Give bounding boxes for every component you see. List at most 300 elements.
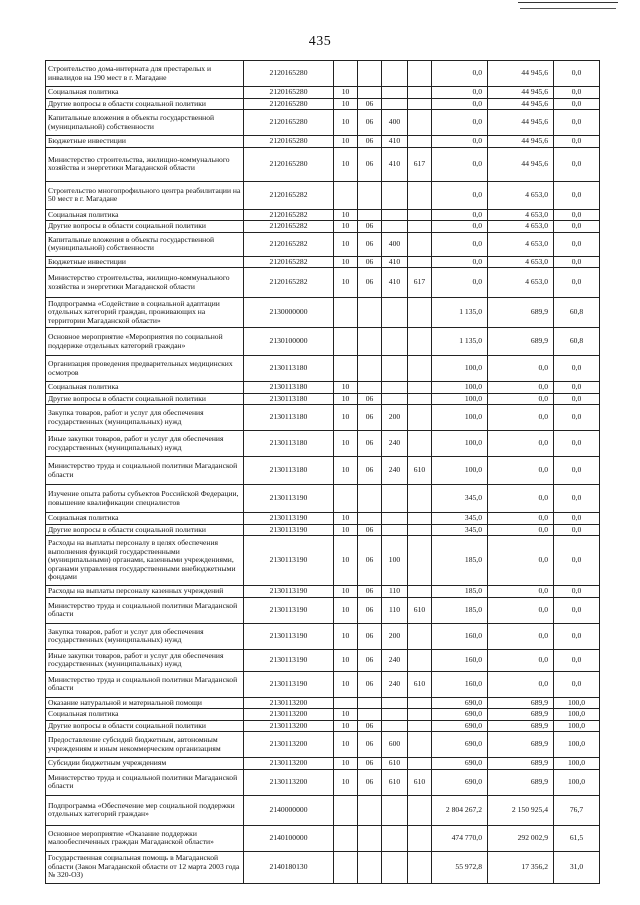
table-row — [46, 393, 600, 405]
row-name: Другие вопросы в области социальной политики — [46, 98, 244, 110]
row-expense-type: 240 — [382, 457, 408, 485]
row-planned: 690,0 — [432, 720, 488, 732]
row-planned: 100,0 — [432, 405, 488, 431]
row-ministry — [408, 382, 432, 394]
row-subsection: 06 — [358, 671, 382, 697]
row-name: Министерство строительства, жилищно-коммунального хозяйства и энергетики Магаданской области — [46, 147, 244, 181]
row-ministry — [408, 431, 432, 457]
row-section — [334, 795, 358, 825]
row-name: Министерство строительства, жилищно-коммунального хозяйства и энергетики Магаданской области — [46, 268, 244, 298]
row-planned: 0,0 — [432, 232, 488, 256]
row-executed: 0,0 — [488, 393, 554, 405]
row-executed: 44 945,6 — [488, 98, 554, 110]
row-subsection: 06 — [358, 268, 382, 298]
row-expense-type: 610 — [382, 769, 408, 795]
row-section — [334, 61, 358, 87]
table-row — [46, 758, 600, 770]
row-name: Подпрограмма «Содействие в социальной адаптации отдельных категорий граждан, проживающих на территории Магаданской области» — [46, 298, 244, 328]
row-executed: 44 945,6 — [488, 147, 554, 181]
row-code: 2130113180 — [244, 382, 334, 394]
row-ministry — [408, 513, 432, 525]
row-percent: 100,0 — [554, 769, 600, 795]
row-section: 10 — [334, 536, 358, 586]
row-section: 10 — [334, 649, 358, 671]
row-section: 10 — [334, 431, 358, 457]
row-planned: 2 804 267,2 — [432, 795, 488, 825]
row-executed: 0,0 — [488, 405, 554, 431]
row-code: 2130113200 — [244, 720, 334, 732]
row-executed: 0,0 — [488, 356, 554, 382]
row-executed: 689,9 — [488, 769, 554, 795]
row-expense-type — [382, 697, 408, 709]
row-planned: 0,0 — [432, 87, 488, 99]
row-expense-type: 100 — [382, 536, 408, 586]
row-expense-type — [382, 87, 408, 99]
row-name: Министерство труда и социальной политики Магаданской области — [46, 769, 244, 795]
row-code: 2130000000 — [244, 298, 334, 328]
row-executed: 17 356,2 — [488, 851, 554, 883]
row-executed: 2 150 925,4 — [488, 795, 554, 825]
row-ministry — [408, 298, 432, 328]
row-planned: 100,0 — [432, 431, 488, 457]
row-executed: 689,9 — [488, 720, 554, 732]
table-row — [46, 382, 600, 394]
row-planned: 1 135,0 — [432, 328, 488, 356]
row-ministry — [408, 181, 432, 209]
row-code: 2120165280 — [244, 87, 334, 99]
table-row — [46, 769, 600, 795]
row-code: 2120165280 — [244, 147, 334, 181]
row-expense-type — [382, 181, 408, 209]
row-planned: 345,0 — [432, 485, 488, 513]
row-planned: 0,0 — [432, 181, 488, 209]
row-subsection: 06 — [358, 732, 382, 758]
row-expense-type — [382, 720, 408, 732]
table-row — [46, 232, 600, 256]
row-name: Закупка товаров, работ и услуг для обеспечения государственных (муниципальных) нужд — [46, 405, 244, 431]
row-expense-type — [382, 328, 408, 356]
row-ministry — [408, 98, 432, 110]
row-executed: 4 653,0 — [488, 268, 554, 298]
row-name: Министерство труда и социальной политики Магаданской области — [46, 671, 244, 697]
row-section: 10 — [334, 136, 358, 148]
row-code: 2120165282 — [244, 221, 334, 233]
row-percent: 0,0 — [554, 98, 600, 110]
table-row — [46, 586, 600, 598]
row-subsection — [358, 298, 382, 328]
row-executed: 44 945,6 — [488, 110, 554, 136]
row-section: 10 — [334, 268, 358, 298]
table-row — [46, 61, 600, 87]
row-executed: 292 002,9 — [488, 825, 554, 851]
row-code: 2130113200 — [244, 709, 334, 721]
table-row — [46, 98, 600, 110]
row-percent: 0,0 — [554, 586, 600, 598]
table-row — [46, 221, 600, 233]
row-planned: 0,0 — [432, 98, 488, 110]
row-section: 10 — [334, 147, 358, 181]
row-code: 2120165282 — [244, 209, 334, 221]
table-row — [46, 209, 600, 221]
row-expense-type: 410 — [382, 136, 408, 148]
row-planned: 0,0 — [432, 110, 488, 136]
row-planned: 690,0 — [432, 758, 488, 770]
row-name: Бюджетные инвестиции — [46, 256, 244, 268]
row-code: 2120165280 — [244, 61, 334, 87]
row-planned: 100,0 — [432, 382, 488, 394]
row-name: Закупка товаров, работ и услуг для обеспечения государственных (муниципальных) нужд — [46, 623, 244, 649]
row-section — [334, 181, 358, 209]
table-body — [46, 61, 600, 884]
row-expense-type: 240 — [382, 671, 408, 697]
row-planned: 100,0 — [432, 457, 488, 485]
row-section — [334, 298, 358, 328]
row-planned: 1 135,0 — [432, 298, 488, 328]
row-code: 2120165280 — [244, 136, 334, 148]
row-name: Строительство дома-интерната для престарелых и инвалидов на 190 мест в г. Магадане — [46, 61, 244, 87]
row-ministry — [408, 393, 432, 405]
row-planned: 160,0 — [432, 649, 488, 671]
row-expense-type — [382, 524, 408, 536]
row-percent: 76,7 — [554, 795, 600, 825]
row-expense-type: 240 — [382, 431, 408, 457]
row-percent: 0,0 — [554, 597, 600, 623]
row-subsection: 06 — [358, 405, 382, 431]
row-expense-type: 410 — [382, 147, 408, 181]
row-name: Организация проведения предварительных медицинских осмотров — [46, 356, 244, 382]
row-ministry — [408, 61, 432, 87]
row-code: 2140180130 — [244, 851, 334, 883]
row-section: 10 — [334, 769, 358, 795]
row-planned: 345,0 — [432, 524, 488, 536]
row-section: 10 — [334, 586, 358, 598]
row-executed: 0,0 — [488, 431, 554, 457]
row-code: 2130113180 — [244, 356, 334, 382]
row-executed: 0,0 — [488, 671, 554, 697]
row-executed: 689,9 — [488, 298, 554, 328]
row-name: Расходы на выплаты персоналу в целях обеспечения выполнения функций государственными (муниципальными) органами, казенными учреждениями, органами управления государственными внебюджетными фондами — [46, 536, 244, 586]
row-section: 10 — [334, 405, 358, 431]
row-expense-type — [382, 356, 408, 382]
row-percent: 0,0 — [554, 61, 600, 87]
row-ministry — [408, 586, 432, 598]
row-expense-type: 410 — [382, 268, 408, 298]
row-subsection: 06 — [358, 136, 382, 148]
row-code: 2130113200 — [244, 732, 334, 758]
row-name: Другие вопросы в области социальной политики — [46, 524, 244, 536]
row-ministry — [408, 825, 432, 851]
row-planned: 0,0 — [432, 147, 488, 181]
row-subsection: 06 — [358, 524, 382, 536]
row-code: 2130113200 — [244, 758, 334, 770]
row-expense-type: 400 — [382, 232, 408, 256]
row-ministry — [408, 356, 432, 382]
row-ministry — [408, 209, 432, 221]
row-name: Иные закупки товаров, работ и услуг для обеспечения государственных (муниципальных) нужд — [46, 431, 244, 457]
row-code: 2120165282 — [244, 256, 334, 268]
row-subsection — [358, 697, 382, 709]
row-subsection — [358, 356, 382, 382]
table-row — [46, 268, 600, 298]
row-expense-type: 200 — [382, 405, 408, 431]
top-rule — [518, 2, 618, 3]
row-code: 2140000000 — [244, 795, 334, 825]
row-code: 2130100000 — [244, 328, 334, 356]
row-subsection — [358, 61, 382, 87]
row-planned: 55 972,8 — [432, 851, 488, 883]
row-code: 2130113190 — [244, 671, 334, 697]
row-ministry: 617 — [408, 268, 432, 298]
row-name: Основное мероприятие «Мероприятия по социальной поддержке отдельных категорий граждан» — [46, 328, 244, 356]
row-percent: 61,5 — [554, 825, 600, 851]
row-name: Государственная социальная помощь в Магаданской области (Закон Магаданской области от 12 марта 2003 года № 320-ОЗ) — [46, 851, 244, 883]
row-section: 10 — [334, 393, 358, 405]
row-expense-type: 410 — [382, 256, 408, 268]
row-planned: 160,0 — [432, 623, 488, 649]
row-executed: 4 653,0 — [488, 209, 554, 221]
row-ministry — [408, 697, 432, 709]
row-percent: 0,0 — [554, 87, 600, 99]
row-ministry — [408, 795, 432, 825]
row-executed: 44 945,6 — [488, 61, 554, 87]
row-planned: 0,0 — [432, 209, 488, 221]
row-code: 2130113180 — [244, 431, 334, 457]
row-subsection: 06 — [358, 769, 382, 795]
row-ministry — [408, 720, 432, 732]
table-row — [46, 87, 600, 99]
row-name: Социальная политика — [46, 87, 244, 99]
row-subsection — [358, 87, 382, 99]
row-expense-type: 110 — [382, 597, 408, 623]
row-percent: 0,0 — [554, 671, 600, 697]
row-executed: 44 945,6 — [488, 136, 554, 148]
row-percent: 0,0 — [554, 382, 600, 394]
row-ministry — [408, 232, 432, 256]
row-ministry — [408, 649, 432, 671]
row-executed: 689,9 — [488, 328, 554, 356]
row-percent: 0,0 — [554, 209, 600, 221]
row-expense-type — [382, 851, 408, 883]
page-number: 435 — [308, 34, 332, 49]
row-ministry — [408, 328, 432, 356]
row-code: 2120165282 — [244, 181, 334, 209]
row-percent: 0,0 — [554, 431, 600, 457]
row-section: 10 — [334, 709, 358, 721]
row-planned: 185,0 — [432, 536, 488, 586]
row-percent: 0,0 — [554, 221, 600, 233]
row-planned: 160,0 — [432, 671, 488, 697]
row-planned: 474 770,0 — [432, 825, 488, 851]
row-section — [334, 697, 358, 709]
row-code: 2140100000 — [244, 825, 334, 851]
row-executed: 0,0 — [488, 623, 554, 649]
row-code: 2120165280 — [244, 98, 334, 110]
row-percent: 0,0 — [554, 232, 600, 256]
row-ministry — [408, 851, 432, 883]
row-planned: 0,0 — [432, 221, 488, 233]
row-percent: 0,0 — [554, 649, 600, 671]
row-section: 10 — [334, 513, 358, 525]
row-name: Предоставление субсидий бюджетным, автономным учреждениям и иным некоммерческим организациям — [46, 732, 244, 758]
row-ministry — [408, 87, 432, 99]
row-expense-type — [382, 709, 408, 721]
row-code: 2130113190 — [244, 485, 334, 513]
row-expense-type — [382, 825, 408, 851]
table-row — [46, 697, 600, 709]
row-ministry: 610 — [408, 769, 432, 795]
row-subsection — [358, 825, 382, 851]
row-name: Капитальные вложения в объекты государственной (муниципальной) собственности — [46, 110, 244, 136]
row-executed: 689,9 — [488, 697, 554, 709]
row-section: 10 — [334, 110, 358, 136]
table-row — [46, 524, 600, 536]
row-executed: 4 653,0 — [488, 181, 554, 209]
row-code: 2130113190 — [244, 586, 334, 598]
row-subsection: 06 — [358, 110, 382, 136]
row-planned: 185,0 — [432, 586, 488, 598]
row-name: Министерство труда и социальной политики Магаданской области — [46, 597, 244, 623]
row-subsection: 06 — [358, 221, 382, 233]
row-name: Социальная политика — [46, 382, 244, 394]
row-executed: 0,0 — [488, 536, 554, 586]
row-percent: 100,0 — [554, 720, 600, 732]
table-row — [46, 851, 600, 883]
row-executed: 689,9 — [488, 758, 554, 770]
row-expense-type — [382, 485, 408, 513]
row-percent: 60,8 — [554, 328, 600, 356]
row-code: 2120165282 — [244, 232, 334, 256]
row-name: Изучение опыта работы субъектов Российской Федерации, повышение квалификации специалистов — [46, 485, 244, 513]
row-section — [334, 485, 358, 513]
row-code: 2120165280 — [244, 110, 334, 136]
row-name: Другие вопросы в области социальной политики — [46, 393, 244, 405]
row-section: 10 — [334, 671, 358, 697]
table-row — [46, 825, 600, 851]
row-section: 10 — [334, 457, 358, 485]
row-executed: 4 653,0 — [488, 256, 554, 268]
row-subsection: 06 — [358, 98, 382, 110]
row-subsection — [358, 485, 382, 513]
table-row — [46, 147, 600, 181]
row-percent: 100,0 — [554, 709, 600, 721]
row-section: 10 — [334, 732, 358, 758]
row-code: 2130113190 — [244, 513, 334, 525]
row-percent: 0,0 — [554, 181, 600, 209]
row-percent: 0,0 — [554, 536, 600, 586]
row-executed: 4 653,0 — [488, 232, 554, 256]
table-row — [46, 671, 600, 697]
table-row — [46, 298, 600, 328]
row-executed: 0,0 — [488, 457, 554, 485]
row-expense-type: 610 — [382, 758, 408, 770]
row-ministry — [408, 136, 432, 148]
row-section: 10 — [334, 758, 358, 770]
row-percent: 0,0 — [554, 405, 600, 431]
row-ministry: 617 — [408, 147, 432, 181]
row-executed: 44 945,6 — [488, 87, 554, 99]
row-subsection: 06 — [358, 586, 382, 598]
row-ministry — [408, 709, 432, 721]
row-expense-type: 600 — [382, 732, 408, 758]
row-percent: 0,0 — [554, 136, 600, 148]
row-expense-type: 110 — [382, 586, 408, 598]
row-percent: 60,8 — [554, 298, 600, 328]
row-code: 2120165282 — [244, 268, 334, 298]
row-expense-type: 240 — [382, 649, 408, 671]
table-row — [46, 181, 600, 209]
row-ministry — [408, 256, 432, 268]
row-section — [334, 328, 358, 356]
row-code: 2130113190 — [244, 623, 334, 649]
row-percent: 0,0 — [554, 356, 600, 382]
row-name: Подпрограмма «Обеспечение мер социальной поддержки отдельных категорий граждан» — [46, 795, 244, 825]
row-expense-type: 200 — [382, 623, 408, 649]
table-row — [46, 356, 600, 382]
row-ministry — [408, 536, 432, 586]
row-expense-type: 400 — [382, 110, 408, 136]
row-percent: 0,0 — [554, 393, 600, 405]
row-section: 10 — [334, 524, 358, 536]
table-row — [46, 256, 600, 268]
row-name: Основное мероприятие «Оказание поддержки малообеспеченных граждан Магаданской области» — [46, 825, 244, 851]
row-code: 2130113190 — [244, 649, 334, 671]
row-expense-type — [382, 61, 408, 87]
row-section: 10 — [334, 382, 358, 394]
row-name: Строительство многопрофильного центра реабилитации на 50 мест в г. Магадане — [46, 181, 244, 209]
row-ministry — [408, 485, 432, 513]
row-percent: 0,0 — [554, 513, 600, 525]
row-subsection: 06 — [358, 536, 382, 586]
row-executed: 689,9 — [488, 709, 554, 721]
row-percent: 0,0 — [554, 623, 600, 649]
table-row — [46, 649, 600, 671]
row-planned: 690,0 — [432, 769, 488, 795]
row-section: 10 — [334, 623, 358, 649]
row-ministry — [408, 758, 432, 770]
row-planned: 690,0 — [432, 732, 488, 758]
table-row — [46, 513, 600, 525]
row-planned: 0,0 — [432, 61, 488, 87]
row-ministry — [408, 110, 432, 136]
row-code: 2130113180 — [244, 393, 334, 405]
row-expense-type — [382, 393, 408, 405]
row-planned: 0,0 — [432, 136, 488, 148]
row-section — [334, 356, 358, 382]
row-subsection: 06 — [358, 720, 382, 732]
row-name: Иные закупки товаров, работ и услуг для обеспечения государственных (муниципальных) нужд — [46, 649, 244, 671]
row-executed: 0,0 — [488, 513, 554, 525]
row-subsection — [358, 709, 382, 721]
table-row — [46, 431, 600, 457]
row-name: Социальная политика — [46, 513, 244, 525]
table-row — [46, 536, 600, 586]
row-subsection: 06 — [358, 597, 382, 623]
row-code: 2130113200 — [244, 769, 334, 795]
row-code: 2130113180 — [244, 457, 334, 485]
row-subsection — [358, 513, 382, 525]
row-subsection: 06 — [358, 623, 382, 649]
row-planned: 690,0 — [432, 709, 488, 721]
row-subsection: 06 — [358, 431, 382, 457]
row-planned: 100,0 — [432, 393, 488, 405]
row-name: Другие вопросы в области социальной политики — [46, 720, 244, 732]
row-name: Министерство труда и социальной политики Магаданской области — [46, 457, 244, 485]
row-ministry: 610 — [408, 671, 432, 697]
row-name: Другие вопросы в области социальной политики — [46, 221, 244, 233]
row-subsection — [358, 851, 382, 883]
row-ministry — [408, 623, 432, 649]
row-executed: 0,0 — [488, 649, 554, 671]
